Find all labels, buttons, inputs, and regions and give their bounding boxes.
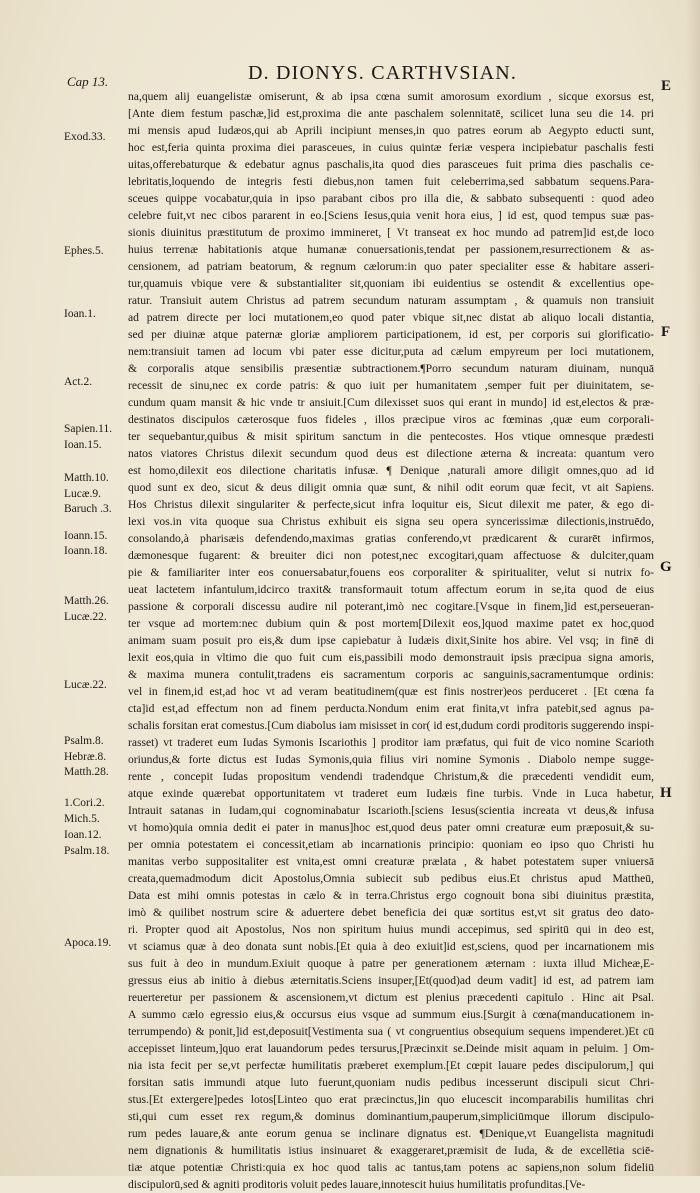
text-line: recessit de sinu,nec ex corde patris: & quo iuit per humanitatem ,semper fuit per diuinitatem, se-: [128, 379, 654, 392]
text-line: ri. Propter quod ait Apostolus, Nos non spiritum huius mundi accepimus, sed spiritū qui in deo est,: [128, 923, 654, 936]
text-line: discipulorū,sed & agniti proditoris voluit pedes lauare,innotescit huius humilitatis profunditas.[Ve-: [128, 1178, 586, 1191]
text-line: sti,qui cum esset rex regum,& dominus dominantium,pauperum,simpliciūmque illorum discipulo-: [128, 1110, 654, 1123]
text-line: na,quem alij euangelistæ omiserunt, & ab ipsa cœna sumit amorosum exordium , sicque exorsus est,: [128, 90, 654, 103]
margin-note: Apoca.19.: [64, 937, 112, 949]
margin-note: Matth.26.: [64, 595, 109, 607]
text-line: censionem, ad patriam beatorum, & regnum cælorum:in quo pater specialiter esse & habitare asseri-: [128, 260, 654, 273]
text-line: nia ista fecit per se,vt perfectæ humilitatis præberet exemplum.[Et cœpit lauare pedes discipulorum,] qui: [128, 1059, 654, 1072]
text-line: schalis forsitan erat comestus.[Cum diabolus iam misisset in cor( id est,dudum cordi proditoris suggerendo inspi-: [128, 719, 654, 732]
text-line: rente , concepit Iudas propositum vendendi tradendque Christum,& die præcedenti vendidit eum,: [128, 770, 654, 783]
text-line: ueat lactetem infantulum,idcirco traxit& transformauit totum affectum eorum in se,ita quod de eius: [128, 583, 654, 596]
text-line: cundum quam mansit & hic vnde tr ansiuit.[Cum dilexisset suos qui erant in mundo] id est,electos & præ-: [128, 396, 654, 409]
text-line: accepisset linteum,]quo erat lauandorum pedes tersurus,[Præcinxit se.Deinde misit aquam in peluim. ] Om-: [128, 1042, 654, 1055]
text-line: & maxima munera contulit,tradens eis sacramentum corporis ac sanguinis,sacramentumque ordinis:: [128, 668, 654, 681]
text-line: vt homo)quia omnia dedit ei pater in manus]hoc est,quod deus pater omni creaturæ eum præposuit,& su-: [128, 821, 654, 834]
text-line: huius terrenæ habitationis atque humanæ conuersationis,tendat per passionem,resurrectionem & as-: [128, 243, 654, 256]
text-line: passione & corporali discessu audire nil poterant,imò nec cogitare.[Vsque in finem,]id est,perseueran-: [128, 600, 654, 613]
text-line: forsitan satis immundi atque luto fuerunt,quoniam nudis pedibus incesserunt discipuli sicut Chri-: [128, 1076, 654, 1089]
text-line: celebre fuit,vt nec cibos pararent in eo.[Sciens Iesus,quia venit hora eius, ] id est, quod tempus suæ pas-: [128, 209, 654, 222]
text-line: sceues quippe vocabatur,quia in ipso parabant cibos pro illa die, & sabbato subsequenti : quod adeo: [128, 192, 654, 205]
text-line: Data est mihi omnis potestas in cælo & in terra.Christus ergo cognouit bona sibi diuinitus præstita,: [128, 889, 654, 902]
text-line: nem:transiuit tamen ad locum vbi pater esse dicitur,puta ad cælum empyreum per loci mutationem,: [128, 345, 654, 358]
chapter-label: Cap 13.: [67, 74, 109, 89]
margin-note: Psalm.8.: [64, 735, 104, 747]
margin-note: Mich.5.: [64, 813, 100, 825]
text-line: imò & quilibet nostrum scire & aduertere debet beneficia dei quæ sortitus est,vt sit gratus deo dato-: [128, 906, 654, 919]
running-title: D. DIONYS. CARTHVSIAN.: [248, 62, 518, 84]
text-line: uitas,offerebaturque & edebatur agnus paschalis,ita quod dies parasceues fuit prima dies paschalis ce-: [128, 158, 654, 171]
page-edge-shadow: [686, 0, 700, 1176]
text-line: terrumpendo) & ponit,]id est,deposuit[Vestimenta sua ( vt congruentius obsequium sequens impenderet.)Et cū: [128, 1025, 654, 1038]
margin-note: Act.2.: [64, 376, 93, 388]
text-line: gressus eius ab initio à diebus æternitatis.Sciens insuper,[Et(quod)ad deum vadit] id est, ad patrem iam: [128, 974, 654, 987]
text-line: rasset) vt traderet eum Iudas Symonis Iscariothis ] proditor iam præfatus, qui fuit de vico nomine Scarioth: [128, 736, 654, 749]
text-line: oriundus,& forte dictus est Iudas Symonis,quia filius viri nomine Symonis . Diabolo nempe sugge-: [128, 753, 654, 766]
text-line: nem dignationis & humilitatis istius insinuaret & exaggeraret,præmisit de Iuda, & de excellētia sciē-: [128, 1144, 654, 1157]
text-line: ter vsque ad mortem:nec dubium quin & post mortem[Dilexit eos,]quod maxime patet ex hoc,quod: [128, 617, 654, 630]
text-line: reuerteretur per passionem & ascensionem,vt dictum est plenius præcedenti capitulo . Hinc ait Psal.: [128, 991, 654, 1004]
margin-note: Sapien.11.: [64, 423, 113, 435]
margin-note: Ioann.18.: [64, 545, 108, 557]
text-line: ratur. Transiuit autem Christus ad patrem secundum naturam assumptam , & quamuis non transiuit: [128, 294, 654, 307]
margin-note: Lucæ.22.: [64, 679, 107, 691]
section-letter-g: G: [660, 559, 672, 575]
text-line: sionis diuinitus præstitutum de proximo immineret, [ Vt transeat ex hoc mundo ad patrem]id est,de loco: [128, 226, 654, 239]
text-line: lexi vos.in vita quoque sua Christus exhibuit eis signa seu opera syncerissimæ dilectionis,instruēdo,: [128, 515, 654, 528]
text-line: per omnia potestatem ei concessit,etiam ab incarnationis principio: quoniam eo ipso quo Christi hu: [128, 838, 654, 851]
text-line: vt sciamus quæ à deo donata sunt nobis.[Et quia à deo exiuit]id est,sciens, quod per incarnationem mis: [128, 940, 654, 953]
text-line: tur,quamuis vbique vere & substantialiter sit,quoniam ibi euidentius se ostendit & excellentius ope-: [128, 277, 654, 290]
margin-note: Lucæ.9.: [64, 488, 102, 500]
text-line: ad patrem directe per loci mutationem,eo quod pater vbique sit,nec distat ab aliquo locali distantia,: [128, 311, 654, 324]
text-line: natos viatores Christus dilexit secundum quod deus est dilectione æterna & increata: quantum vero: [128, 447, 654, 460]
section-letter-h: H: [660, 785, 672, 801]
margin-note: Lucæ.22.: [64, 611, 107, 623]
text-line: est homo,dilexit eos dilectione charitatis infusæ. ¶ Denique ,naturali amore diligit omnes,quo ad id: [128, 464, 654, 477]
margin-note: Ioann.15.: [64, 530, 108, 542]
text-line: destinatos discipulos cæterosque fuos fideles , illos præcipue viros ac fœminas ,quæ eum corporali-: [128, 413, 654, 426]
text-line: lebritatis,loquendo de integris festi diebus,non tamen fuit celeberrima,sed sabbatum sequens.Para-: [128, 175, 654, 188]
margin-note: Matth.28.: [64, 766, 109, 778]
text-line: sus fuit à deo in mundum.Exiuit quoque à patre per generationem æternam : iuxta illud Micheæ,E-: [128, 957, 654, 970]
text-line: quod sunt ex deo, sicut & deus diligit omnia quæ sunt, & nihil odit eorum quæ fecit, vt ait Sapiens.: [128, 481, 654, 494]
margin-note: 1.Cori.2.: [64, 797, 105, 809]
text-line: cta]id est,ad effectum non ad finem perducta.Nondum enim erat finita,vt infra patebit,sed agnus pa-: [128, 702, 654, 715]
text-line: ter sequebantur,quibus & misit spiritum sanctum in die pentecostes. Hos vtique omnesque prædesti: [128, 430, 654, 443]
text-line: vel in finem,id est,ad hoc vt ad veram beatitudinem(quæ est finis nostrer)eos perduceret . [Et cœna fa: [128, 685, 654, 698]
margin-note: Hebræ.8.: [64, 751, 107, 763]
section-letter-e: E: [661, 78, 672, 94]
text-line: sed per diuinæ atque paternæ gloriæ ampliorem participationem, id est, per corporis sui glorificatio-: [128, 328, 654, 341]
text-line: dæmonesque fugarent: & breuiter dici non potest,nec excogitari,quam affectuose & dulciter,quam: [128, 549, 654, 562]
margin-note: Ephes.5.: [64, 245, 104, 257]
text-line: tiæ atque potentiæ Christi:quia ex hoc quod talis ac tantus,tam potens ac sapiens,non solum fideliū: [128, 1161, 654, 1174]
margin-note: Psalm.18.: [64, 845, 110, 857]
text-line: consolando,à pharisæis defendendo,maximas gratias conferendo,vt prædicarent & curarēt infirmos,: [128, 532, 654, 545]
margin-note: Ioan.12.: [64, 829, 102, 841]
text-line: A summo cælo egressio eius,& occursus eius vsque ad summum eius.[Surgit à cœna(manducationem in-: [128, 1008, 654, 1021]
margin-note: Ioan.15.: [64, 439, 102, 451]
text-line: & corporalis atque sensibilis præsentiæ subtractionem.¶Porro secundum naturam diuinam, nunquā: [128, 362, 654, 375]
text-line: Hos Christus dilexit singulariter & perfecte,sicut infra loquitur eis, Sicut dilexit me pater, & ego di-: [128, 498, 654, 511]
margin-note: Ioan.1.: [64, 308, 96, 320]
text-line: creata,quemadmodum dicit Apostolus,Omnia subiecit sub pedibus eius.Et christus apud Mattheū,: [128, 872, 654, 885]
margin-note: Matth.10.: [64, 472, 109, 484]
section-letter-f: F: [661, 324, 671, 340]
margin-note: Exod.33.: [64, 131, 106, 143]
text-line: atque exinde quærebat opportunitatem vt traderet eum Iudæis fine turbis. Vnde in Luca habetur,: [128, 787, 654, 800]
text-line: Intrauit satanas in Iudam,qui cognominabatur Iscarioth.[sciens Iesus(scientia increata vt deus,& infusa: [128, 804, 654, 817]
margin-note: Baruch .3.: [64, 503, 112, 515]
text-line: manitas verbo suppositaliter est vnita,est omni creaturæ prælata , & habet potestatem super vniuersā: [128, 855, 654, 868]
text-line: rum pedes lauare,& ante eorum genua se inclinare dignatus est. ¶Denique,vt Euangelista magnitudi: [128, 1127, 654, 1140]
text-line: hoc est,feria quinta proxima diei parasceues, in cuius quintæ feriæ vespera incipiebatur paschalis festi: [128, 141, 654, 154]
text-line: lexit eos,quia in vltimo die quo fuit cum eis,passibili modo demonstrauit ipsis præcipua signa amoris,: [128, 651, 654, 664]
text-line: [Ante diem festum paschæ,]id est,proxima die ante paschalem solennitatē, scilicet luna seu die 14. pri: [128, 107, 654, 120]
text-line: animam suam posuit pro eis,& dum ipse capiebatur à Iudæis dixit,Sinite hos abire. Vel vsq; in finē di: [128, 634, 654, 647]
text-line: mi mensis apud Iudæos,qui ab Aprili incipiunt menses,in quo patres eorum ab Aegypto educti sunt,: [128, 124, 654, 137]
text-line: stus.[Et extergere]pedes lotos[Linteo quo erat præcinctus,]in quo elucescit incomparabilis humilitas chri: [128, 1093, 654, 1106]
text-line: pie & familiariter inter eos conuersabatur,fouens eos corporaliter & spiritualiter, velut si nutrix fo-: [128, 566, 654, 579]
page-header: [0, 56, 700, 94]
